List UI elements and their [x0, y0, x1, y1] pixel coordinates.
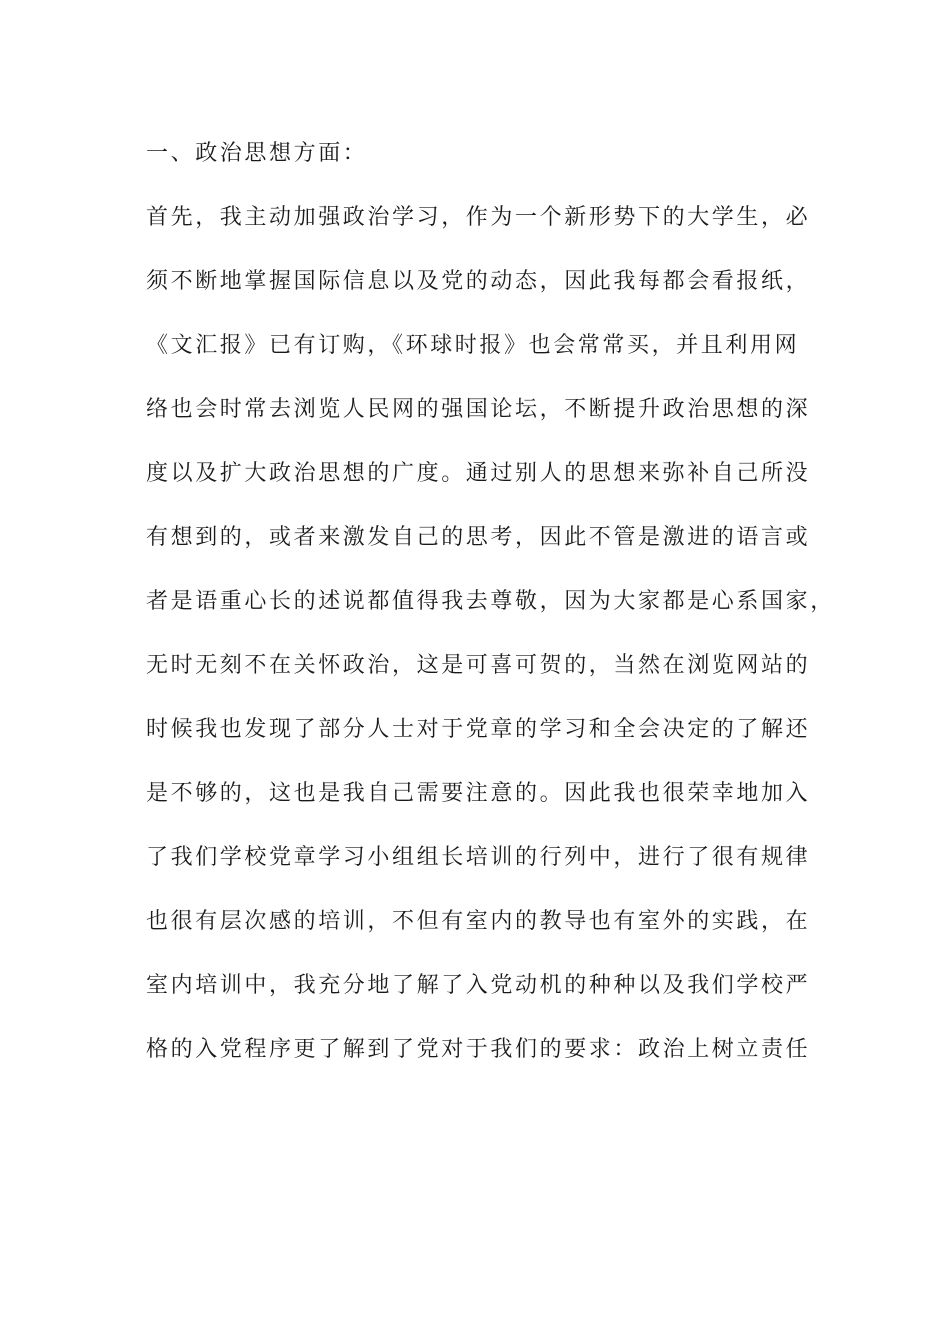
paragraph-line: 络也会时常去浏览人民网的强国论坛，不断提升政治思想的深 [146, 397, 811, 422]
paragraph-line: 无时无刻不在关怀政治，这是可喜可贺的，当然在浏览网站的 [146, 653, 811, 678]
paragraph-line: 也很有层次感的培训，不但有室内的教导也有室外的实践，在 [146, 909, 811, 934]
paragraph-line: 格的入党程序更了解到了党对于我们的要求：政治上树立责任 [146, 1037, 811, 1062]
paragraph-line: 是不够的，这也是我自己需要注意的。因此我也很荣幸地加入 [146, 781, 811, 806]
paragraph-line: 须不断地掌握国际信息以及党的动态，因此我每都会看报纸， [146, 269, 811, 294]
paragraph-line: 有想到的，或者来激发自己的思考，因此不管是激进的语言或 [146, 525, 811, 550]
paragraph-line: 时候我也发现了部分人士对于党章的学习和全会决定的了解还 [146, 717, 811, 742]
paragraph-line: 者是语重心长的述说都值得我去尊敬，因为大家都是心系国家， [146, 589, 835, 614]
paragraph-line: 度以及扩大政治思想的广度。通过别人的思想来弥补自己所没 [146, 461, 811, 486]
document-body [146, 128, 836, 1088]
paragraph-line: 《文汇报》已有订购，《环球时报》也会常常买，并且利用网 [146, 333, 800, 358]
paragraph-line: 了我们学校党章学习小组组长培训的行列中，进行了很有规律 [146, 845, 811, 870]
section-heading: 一、政治思想方面： [146, 141, 368, 166]
paragraph-line: 室内培训中，我充分地了解了入党动机的种种以及我们学校严 [146, 973, 811, 998]
paragraph-line: 首先，我主动加强政治学习，作为一个新形势下的大学生，必 [146, 205, 811, 230]
